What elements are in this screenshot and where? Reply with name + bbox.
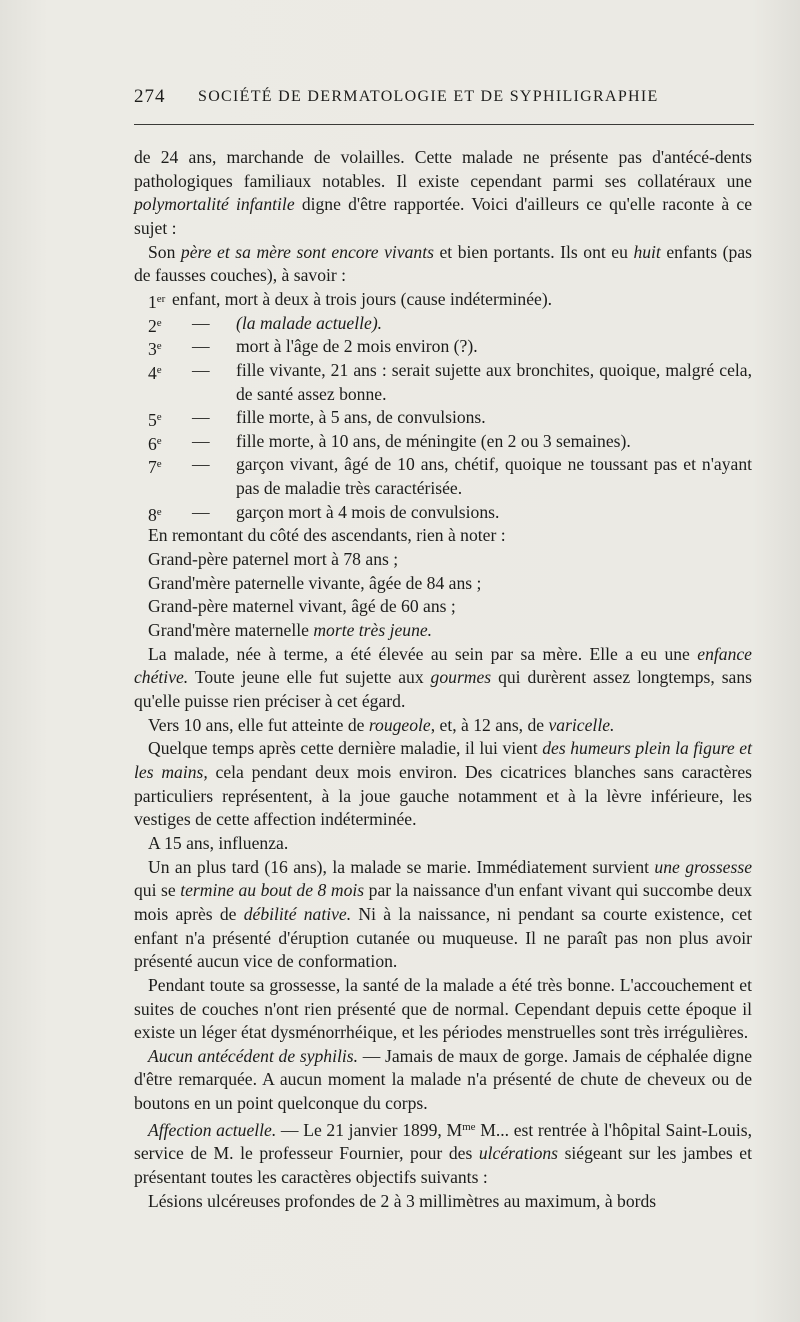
list-item: 3e — mort à l'âge de 2 mois environ (?).	[148, 336, 478, 360]
paragraph-humeurs: Quelque temps après cette dernière maladie, il lui vient des humeurs plein la figure et les mains, cela pendant deux mois environ. Des cicatrices blanches sans caractères particuliers représentent, à la joue gauche notamment et à la lèvre inférieure, les vestiges de cette affection indéterminée.	[134, 738, 752, 830]
paragraph-health: Pendant toute sa grossesse, la santé de la malade a été très bonne. L'accouchement et suites de couches n'ont rien présenté que de normal. Cependant depuis cette époque il existe un léger état dysménorrhéique, et les périodes menstruelles sont très irrégulières.	[134, 974, 752, 1043]
list-item: 1er enfant, mort à deux à trois jours (cause indéterminée).	[148, 288, 553, 312]
paragraph-influenza: A 15 ans, influenza.	[148, 832, 289, 853]
paragraph-intro: de 24 ans, marchande de volailles. Cette malade ne présente pas d'antécé-dents pathologiques familiaux notables. Il existe cependant parmi ses collatéraux une polymortalité infantile digne d'être rapportée. Voici d'ailleurs ce qu'elle raconte à ce sujet :	[134, 147, 753, 238]
paragraph-lesions: Lésions ulcéreuses profondes de 2 à 3 millimètres au maximum, à bords	[148, 1190, 657, 1211]
paragraph-parents: Son père et sa mère sont encore vivants et bien portants. Ils ont eu huit enfants (pas de fausses couches), à savoir :	[134, 241, 752, 286]
paragraph-current: Affection actuelle. — Le 21 janvier 1899, $M^{me}$ M... est rentrée à l'hôpital Saint-Louis, service de M. le professeur Fournier, pour des ulcérations siégeant sur les jambes et présentant toutes les caractères objectifs suivants :	[134, 1119, 752, 1188]
paragraph-measles: Vers 10 ans, elle fut atteinte de rougeole, et, à 12 ans, de varicelle.	[148, 714, 615, 735]
ascendants-intro: En remontant du côté des ascendants, rien à noter :	[148, 525, 506, 546]
page-number: 274	[134, 86, 166, 107]
ascendant-line: Grand-père maternel vivant, âgé de 60 ans ;	[148, 596, 456, 617]
children-list	[134, 288, 752, 524]
ascendant-line: Grand'mère maternelle morte très jeune.	[148, 620, 433, 640]
ascendant-line: Grand'mère paternelle vivante, âgée de 84 ans ;	[148, 572, 482, 593]
list-item: 8e — garçon mort à 4 mois de convulsions.	[148, 501, 500, 525]
list-item: 7e — garçon vivant, âgé de 10 ans, chétif, quoique ne toussant pas et n'ayant pas de maladie très caractérisée.	[148, 454, 752, 499]
list-item: 4e — fille vivante, 21 ans : serait sujette aux bronchites, quoique, malgré cela, de santé assez bonne.	[148, 359, 752, 404]
list-item: 2e — (la malade actuelle).	[148, 312, 383, 336]
list-item: 6e — fille morte, à 10 ans, de méningite (en 2 ou 3 semaines).	[148, 430, 631, 454]
ascendant-line: Grand-père paternel mort à 78 ans ;	[148, 549, 399, 570]
list-item: 5e — fille morte, à 5 ans, de convulsions.	[148, 407, 486, 431]
running-title: SOCIÉTÉ DE DERMATOLOGIE ET DE SYPHILIGRAPHIE	[198, 88, 659, 105]
paragraph-syphilis: Aucun antécédent de syphilis. — Jamais de maux de gorge. Jamais de céphalée digne d'être remarquée. A aucun moment la malade n'a présenté de chute de cheveux ou de boutons en un point quelconque du corps.	[134, 1045, 753, 1114]
header-rule	[134, 124, 754, 125]
paragraph-pregnancy: Un an plus tard (16 ans), la malade se marie. Immédiatement survient une grossesse qui se termine au bout de 8 mois par la naissance d'un enfant vivant qui succombe deux mois après de débilité native. Ni à la naissance, ni pendant sa courte existence, cet enfant n'a présenté d'éruption cutanée ou muqueuse. Il ne paraît pas non plus avoir présenté aucun vice de conformation.	[134, 856, 753, 972]
paragraph-childhood: La malade, née à terme, a été élevée au sein par sa mère. Elle a eu une enfance chétive. Toute jeune elle fut sujette aux gourmes qui durèrent assez longtemps, sans qu'elle puisse rien préciser à cet égard.	[134, 643, 752, 711]
running-header	[134, 86, 754, 114]
page-body	[134, 146, 752, 1213]
